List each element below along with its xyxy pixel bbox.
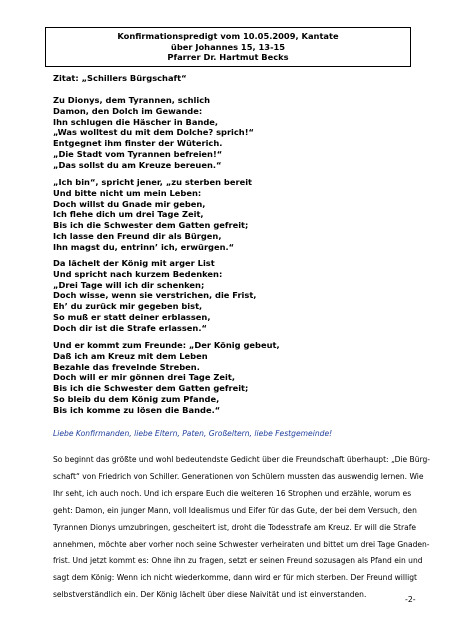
poem-line: So muß er statt deiner erblassen, — [53, 311, 211, 322]
poem-line: Entgegnet ihm finster der Wüterich. — [53, 138, 223, 149]
poem-line: Damon, den Dolch im Gewande: — [53, 105, 203, 116]
poem-line: Doch wisse, wenn sie verstrichen, die Frist, — [53, 290, 257, 301]
poem-line: Bezahle das frevelnde Streben. — [53, 361, 200, 372]
poem-line: Zu Dionys, dem Tyrannen, schlich — [53, 95, 211, 105]
poem-line: Daß ich am Kreuz mit dem Leben — [53, 350, 208, 361]
poem-stanza-2 — [53, 177, 252, 253]
body-line: sagt dem König: Wenn ich nicht wiederkomme, dann wird er für mich sterben. Der Freund willigt — [53, 573, 417, 583]
poem-stanza-4 — [53, 340, 280, 416]
body-line: frist. Und jetzt kommt es: Ohne ihn zu fragen, setzt er seinen Freund sozusagen als Pfand ein und — [53, 556, 423, 566]
poem-line: Ihn magst du, entrinn’ ich, erwürgen.“ — [53, 241, 235, 252]
poem-line: Eh’ du zurück mir gegeben bist, — [53, 301, 203, 312]
poem-line: Doch willst du Gnade mir geben, — [53, 198, 206, 209]
bible-reference: über Johannes 15, 13-15 — [170, 41, 286, 52]
poem-line: „Die Stadt vom Tyrannen befreien!“ — [53, 148, 223, 159]
poem-line: „Ich bin“, spricht jener, „zu sterben bereit — [53, 177, 253, 187]
poem-line: „Drei Tage will ich dir schenken; — [53, 279, 205, 290]
poem-stanza-1 — [53, 95, 254, 171]
body-line: selbstverständlich ein. Der König lächelt über diese Naivität und ist einverstanden. — [53, 590, 367, 600]
poem-line: „Das sollst du am Kreuze bereuen.“ — [53, 159, 222, 170]
page-number: -2- — [405, 595, 416, 604]
poem-stanza-3 — [53, 258, 256, 334]
poem-line: Und spricht nach kurzem Bedenken: — [53, 268, 223, 279]
poem-line: Da lächelt der König mit arger List — [53, 258, 215, 268]
poem-line: „Was wolltest du mit dem Dolche? sprich!“ — [53, 127, 254, 138]
header-box — [45, 27, 411, 67]
poem-line: Ihn schlugen die Häscher in Bande, — [53, 116, 219, 127]
body-line: Ihr seht, ich auch noch. Und ich erspare Euch die weiteren 16 Strophen und erzähle, worum es — [53, 488, 412, 498]
poem-line: Bis ich komme zu lösen die Bande.“ — [53, 404, 221, 415]
body-line: geht: Damon, ein junger Mann, voll Idealismus und Eifer für das Gute, der bei dem Versuch, den — [53, 505, 417, 515]
poem-line: Ich flehe dich um drei Tage Zeit, — [53, 209, 204, 220]
body-line: Tyrannen Dionys umzubringen, gescheitert ist, droht die Todesstrafe am Kreuz. Er will die Strafe — [53, 522, 417, 532]
sermon-title: Konfirmationspredigt vom 10.05.2009, Kantate — [117, 31, 339, 41]
quote-label: Zitat: „Schillers Bürgschaft“ — [53, 73, 187, 83]
poem-line: Bis ich die Schwester dem Gatten gefreit; — [53, 220, 249, 231]
author-name: Pfarrer Dr. Hartmut Becks — [167, 52, 289, 63]
body-line: schaft“ von Friedrich von Schiller. Generationen von Schülern mussten das auswendig lernen. Wie — [53, 471, 424, 481]
salutation: Liebe Konfirmanden, liebe Eltern, Paten, Großeltern, liebe Festgemeinde! — [53, 429, 333, 438]
poem-line: Und bitte nicht um mein Leben: — [53, 187, 202, 198]
body-line: So beginnt das größte und wohl bedeutendste Gedicht über die Freundschaft überhaupt: „Die Bürg- — [53, 455, 431, 464]
poem-line: Und er kommt zum Freunde: „Der König gebeut, — [53, 340, 280, 350]
poem-line: Doch dir ist die Strafe erlassen.“ — [53, 322, 207, 333]
poem-line: Bis ich die Schwester dem Gatten gefreit; — [53, 383, 249, 394]
poem-line: Ich lasse den Freund dir als Bürgen, — [53, 230, 222, 241]
poem-line: Doch will er mir gönnen drei Tage Zeit, — [53, 372, 235, 383]
body-paragraph — [53, 452, 431, 604]
body-line: annehmen, möchte aber vorher noch seine Schwester verheiraten und bittet um drei Tage Gnaden- — [53, 539, 430, 549]
poem-line: So bleib du dem König zum Pfande, — [53, 393, 220, 404]
